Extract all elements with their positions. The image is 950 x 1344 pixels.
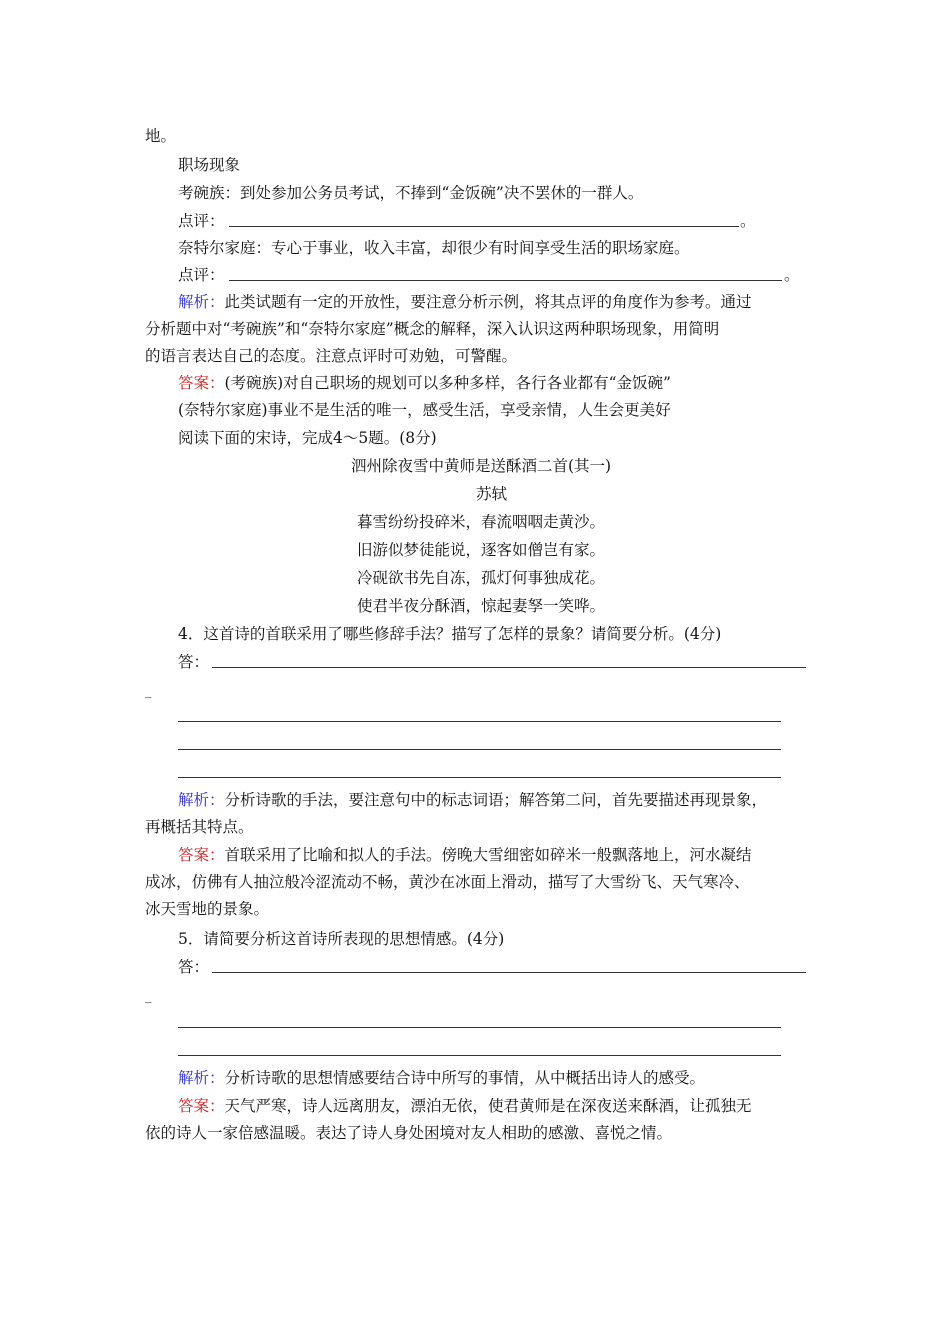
poem-author: 苏轼 — [476, 485, 508, 503]
term-naiteer-family: 奈特尔家庭：专心于事业，收入丰富，却很少有时间享受生活的职场家庭。 — [178, 239, 690, 257]
q5-answer-line-text-1 — [178, 1096, 752, 1116]
q3-analysis-line-1 — [178, 292, 752, 312]
q4-analysis-line-1 — [178, 790, 767, 810]
q5-question: 5．请简要分析这首诗所表现的思想情感。(4分) — [178, 930, 505, 948]
answer-label: 答案： — [178, 846, 225, 864]
comment-label-2: 点评： — [178, 266, 225, 284]
analysis-text: 分析诗歌的手法，要注意句中的标志词语；解答第二问，首先要描述再现景象， — [224, 791, 768, 809]
poem-line-2: 旧游似梦徒能说，逐客如僧岂有家。 — [357, 541, 606, 559]
answer-text: 首联采用了比喻和拟人的手法。傍晚大雪细密如碎米一般飘落地上，河水凝结 — [224, 846, 752, 864]
poem-title: 泗州除夜雪中黄师是送酥酒二首(其一) — [351, 457, 612, 475]
q4-answer-line-text-2: 成冰，仿佛有人抽泣般冷涩流动不畅，黄沙在冰面上滑动，描写了大雪纷飞、天气寒冷、 — [145, 873, 750, 891]
poem-line-4: 使君半夜分酥酒，惊起妻孥一笑哗。 — [357, 597, 606, 615]
term-kaowanzu: 考碗族：到处参加公务员考试，不捧到“金饭碗”决不罢休的一群人。 — [178, 184, 644, 202]
q5-answer-dash: _ — [145, 989, 152, 1004]
comment-answer-line-1[interactable] — [229, 226, 739, 227]
analysis-label: 解析： — [178, 1069, 225, 1087]
analysis-label: 解析： — [178, 791, 225, 809]
q5-answer-line-text-2: 依的诗人一家倍感温暖。表达了诗人身处困境对友人相助的感激、喜悦之情。 — [145, 1124, 673, 1142]
answer-text: (考碗族)对自己职场的规划可以多种多样，各行各业都有“金饭碗” — [224, 374, 671, 392]
q5-answer-line-2[interactable] — [178, 1027, 781, 1028]
q4-answer-line-3[interactable] — [178, 749, 781, 750]
q4-answer-line-1[interactable] — [212, 667, 806, 668]
comment-period-1: 。 — [740, 212, 756, 230]
q3-answer-line-1 — [178, 373, 671, 393]
q4-answer-line-text-1 — [178, 845, 752, 865]
comment-answer-line-2[interactable] — [229, 280, 782, 281]
q4-analysis-line-2: 再概括其特点。 — [145, 818, 254, 836]
q4-answer-dash: _ — [145, 684, 152, 699]
poem-line-3: 冷砚欲书先自冻，孤灯何事独成花。 — [357, 569, 606, 587]
section-heading: 职场现象 — [178, 156, 241, 174]
q4-answer-prompt: 答： — [178, 653, 210, 671]
comment-period-2: 。 — [784, 266, 800, 284]
q5-analysis-line-1 — [178, 1068, 705, 1088]
intro-tail: 地。 — [145, 127, 177, 145]
q4-question: 4．这首诗的首联采用了哪些修辞手法？描写了怎样的景象？请简要分析。(4分) — [178, 625, 722, 643]
q3-analysis-line-3: 的语言表达自己的态度。注意点评时可劝勉，可警醒。 — [145, 347, 518, 365]
comment-label-1: 点评： — [178, 212, 225, 230]
q4-answer-line-4[interactable] — [178, 777, 781, 778]
q3-answer-line-2: (奈特尔家庭)事业不是生活的唯一，感受生活，享受亲情，人生会更美好 — [178, 401, 671, 419]
q5-answer-line-3[interactable] — [178, 1055, 781, 1056]
analysis-text: 分析诗歌的思想情感要结合诗中所写的事情，从中概括出诗人的感受。 — [224, 1069, 706, 1087]
poem-instruction: 阅读下面的宋诗，完成4～5题。(8分) — [178, 429, 437, 447]
q4-answer-line-text-3: 冰天雪地的景象。 — [145, 900, 270, 918]
q4-answer-line-2[interactable] — [178, 721, 781, 722]
q5-answer-line-1[interactable] — [212, 972, 806, 973]
answer-label: 答案： — [178, 1097, 225, 1115]
analysis-text: 此类试题有一定的开放性，要注意分析示例，将其点评的角度作为参考。通过 — [224, 293, 752, 311]
poem-line-1: 暮雪纷纷投碎米，春流咽咽走黄沙。 — [357, 513, 606, 531]
q3-analysis-line-2: 分析题中对“考碗族”和“奈特尔家庭”概念的解释，深入认识这两种职场现象，用简明 — [145, 320, 720, 338]
answer-label: 答案： — [178, 374, 225, 392]
answer-text: 天气严寒，诗人远离朋友，漂泊无依，使君黄师是在深夜送来酥酒，让孤独无 — [224, 1097, 752, 1115]
analysis-label: 解析： — [178, 293, 225, 311]
q5-answer-prompt: 答： — [178, 958, 210, 976]
